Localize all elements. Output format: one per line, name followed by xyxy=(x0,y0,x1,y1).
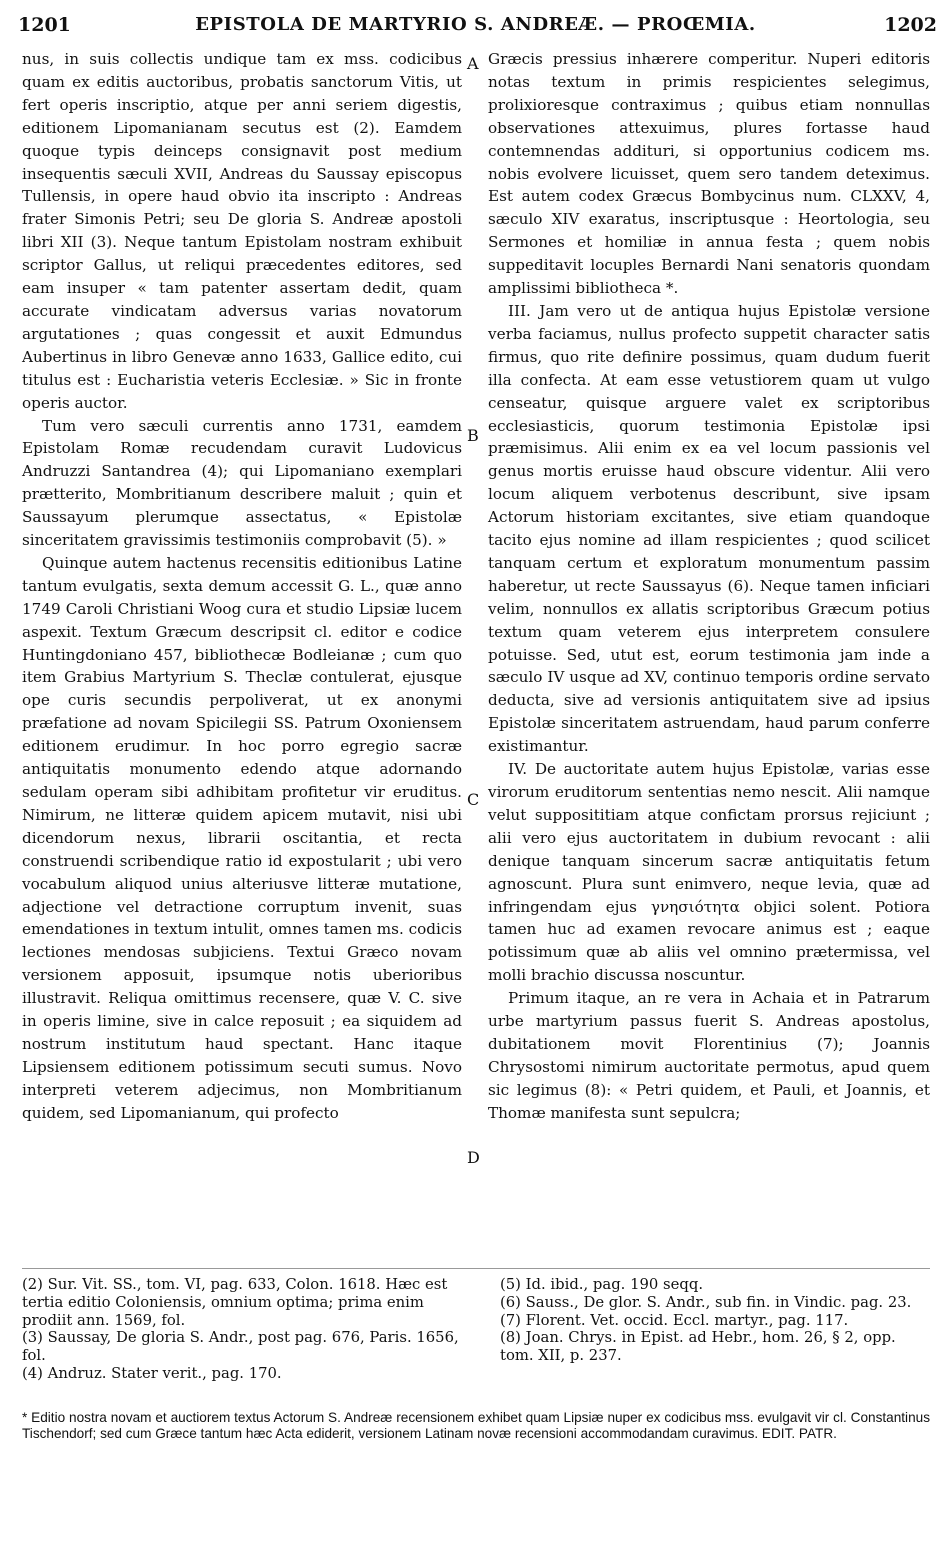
margin-marker-b: B xyxy=(467,426,479,445)
footnote-7: (7) Florent. Vet. occid. Eccl. martyr., pag. 117. xyxy=(500,1311,849,1329)
right-paragraph-4: Primum itaque, an re vera in Achaia et in Patrarum urbe martyrium passus fuerit S. Andreas apostolus, dubitationem movit Florentinius (7); Joannis Chrysostomi nimirum auctoritate permotus, apud quem sic legimus (8): « Petri quidem, et Pauli, et Joannis, et Thomæ manifesta sunt sepulcra; xyxy=(488,989,930,1122)
margin-marker-c: C xyxy=(467,790,480,809)
footnotes-left xyxy=(22,1276,462,1383)
footnotes-right xyxy=(500,1276,930,1365)
footnote-6: (6) Sauss., De glor. S. Andr., sub fin. in Vindic. pag. 23. xyxy=(500,1293,912,1311)
page-number-right: 1202 xyxy=(884,14,937,36)
right-paragraph-3: IV. De auctoritate autem hujus Epistolæ, varias esse virorum eruditorum sententias nemo nescit. Alii namque velut supposititiam atque confictam prorsus rejiciunt ; alii vero ejus auctoritatem in dubium revocant : alii denique tanquam sincerum sacræ antiquitatis fetum agnoscunt. Plura sunt enimvero, neque levia, quæ ad infringendam ejus γνησιότητα objici solent. Potiora tamen huc ad examen revocare animus est ; eaque potissimum quæ ab aliis vel omnino prætermissa, vel molli brachio discussa noscuntur. xyxy=(488,760,930,985)
page-number-left: 1201 xyxy=(18,14,71,36)
right-paragraph-2: III. Jam vero ut de antiqua hujus Epistolæ versione verba faciamus, nullus profecto suppetit character satis firmus, quo rite definire possimus, quam dudum fuerit illa confecta. At eam esse vetustiorem quam ut vulgo censeatur, quisque arguere valet ex scriptoribus ecclesiasticis, quorum testimonia Epistolæ ipsi præmisimus. Alii enim ex ea vel locum passionis vel genus mortis eruisse haud obscure videntur. Alii vero locum aliquem verbotenus describunt, sive ipsam Actorum historiam excitantes, sive etiam quandoque tacito ejus nomine ad illam respicientes ; quod scilicet tanquam certum et exploratum monumentum passim haberetur, ut recte Saussayus (6). Neque tamen inficiari velim, nonnullos ex allatis scriptoribus Græcum potius textum quam veterem ejus interpretem consulere potuisse. Sed, utut est, eorum testimonia jam inde a sæculo IV usque ad XV, continuo temporis ordine servato deducta, sive ad versionis antiquitatem sive ad ipsius Epistolæ sinceritatem astruendam, haud parum conferre existimantur. xyxy=(488,301,930,756)
footnote-2: (2) Sur. Vit. SS., tom. VI, pag. 633, Colon. 1618. Hæc est tertia editio Coloniensis, omnium optima; prima enim prodiit ann. 1569, fol. xyxy=(22,1276,448,1329)
footnote-3: (3) Saussay, De gloria S. Andr., post pag. 676, Paris. 1656, fol. xyxy=(22,1329,459,1365)
footnote-separator xyxy=(22,1268,930,1269)
running-header xyxy=(0,8,951,42)
running-title: EPISTOLA DE MARTYRIO S. ANDREÆ. — PROŒMIA. xyxy=(195,14,756,35)
right-paragraph-1: Græcis pressius inhærere comperitur. Nuperi editoris notas textum in primis respicientes selegimus, prolixioresque contraximus ; quibus etiam nonnullas observationes attexuimus, plures fortasse haud contemnendas addituri, si opportunius codicem ms. nobis evolvere licuisset, quem sero tandem deteximus. Est autem codex Græcus Bombycinus num. CLXXV, 4, sæculo XIV exaratus, inscriptusque : Heortologia, seu Sermones et homiliæ in annua festa ; quem nobis suppeditavit locuples Bernardi Nani senatoris quondam amplissimi bibliotheca *. xyxy=(488,50,930,298)
right-column xyxy=(488,48,930,1125)
editor-note: * Editio nostra novam et auctiorem textus Actorum S. Andreæ recensionem exhibet quam Lipsiæ nuper ex codicibus mss. evulgavit vir cl. Constantinus Tischendorf; sed cum Græce tantum hæc Acta ediderit, versionem Latinam novæ recensioni accommodandam curavimus. EDIT. PATR. xyxy=(22,1410,930,1441)
left-paragraph-3: Quinque autem hactenus recensitis editionibus Latine tantum evulgatis, sexta demum accessit G. L., quæ anno 1749 Caroli Christiani Woog cura et studio Lipsiæ lucem aspexit. Textum Græcum descripsit cl. editor e codice Huntingdoniano 457, bibliothecæ Bodleianæ ; cum quo item Grabius Martyrium S. Theclæ contulerat, ejusque ope curis secundis perpoliverat, ut ex anonymi præfatione ad novam Spicilegii SS. Patrum Oxoniensem editionem erudimur. In hoc porro egregio sacræ antiquitatis monumento edendo atque adornando sedulam operam sibi adhibitam profitetur vir eruditus. Nimirum, ne litteræ quidem apicem mutavit, nisi ubi dicendorum nexus, librarii oscitantia, et recta construendi scribendique ratio id expostularit ; ubi vero vocabulum aliquod unius alteriusve litteræ mutatione, adjectione vel detractione corruptum invenit, suas emendationes in textum intulit, omnes tamen ms. codicis lectiones mendosas subjiciens. Textui Græco novam versionem apposuit, ipsumque notis uberioribus illustravit. Reliqua omittimus recensere, quæ V. C. sive in operis limine, sive in calce reposuit ; ea siquidem ad nostrum institutum haud spectant. Hanc itaque Lipsiensem editionem potissimum secuti sumus. Novo interpreti veterem adjecimus, non Mombritianum quidem, sed Lipomanianum, qui profecto xyxy=(22,553,462,1122)
left-column xyxy=(22,48,462,1125)
footnote-8: (8) Joan. Chrys. in Epist. ad Hebr., hom. 26, § 2, opp. tom. XII, p. 237. xyxy=(500,1329,896,1365)
margin-marker-a: A xyxy=(467,54,479,73)
left-paragraph-1: nus, in suis collectis undique tam ex mss. codicibus quam ex editis auctoribus, probatis sanctorum Vitis, ut fert operis inscriptio, atque per anni seriem digestis, editionem Lipomanianam secutus est (2). Eamdem quoque typis deinceps consignavit post medium insequentis sæculi XVII, Andreas du Saussay episcopus Tullensis, in opere haud obvio ita inscripto : Andreas frater Simonis Petri; seu De gloria S. Andreæ apostoli libri XII (3). Neque tantum Epistolam nostram exhibuit scriptor Gallus, ut reliqui præcedentes editores, sed eam insuper « tam patenter assertam dedit, quam accurate vindicatam adversus varias novatorum argutationes ; quas congessit et auxit Edmundus Aubertinus in libro Genevæ anno 1633, Gallice edito, cui titulus est : Eucharistia veteris Ecclesiæ. » Sic in fronte operis auctor. xyxy=(22,50,462,412)
left-paragraph-2: Tum vero sæculi currentis anno 1731, eamdem Epistolam Romæ recudendam curavit Ludovicus Andruzzi Santandrea (4); qui Lipomaniano exemplari prætterito, Mombritianum describere maluit ; quin et Saussayum plerumque assectatus, « Epistolæ sinceritatem gravissimis testimoniis comprobavit (5). » xyxy=(22,416,462,550)
footnote-5: (5) Id. ibid., pag. 190 seqq. xyxy=(500,1276,704,1293)
footnote-4: (4) Andruz. Stater verit., pag. 170. xyxy=(22,1364,282,1382)
margin-marker-d: D xyxy=(467,1148,480,1167)
